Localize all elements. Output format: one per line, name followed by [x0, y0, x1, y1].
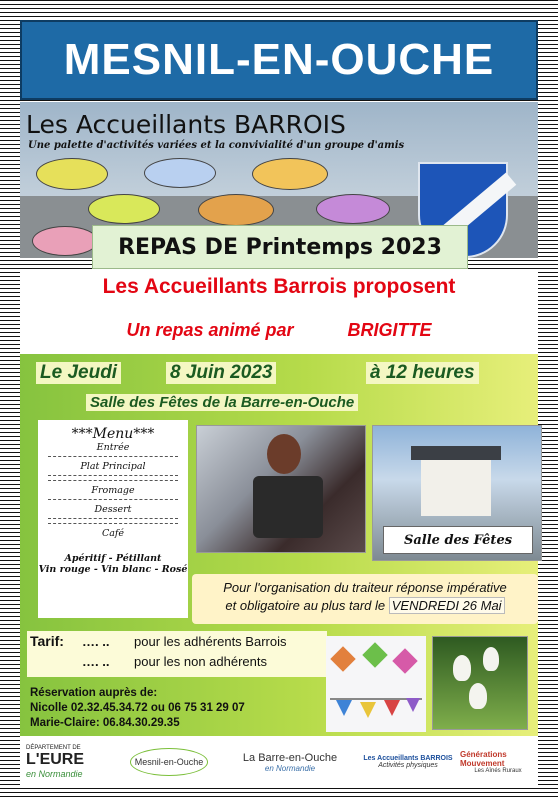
traiteur-line2: et obligatoire au plus tard le	[225, 598, 386, 613]
accueillants-logo	[360, 742, 456, 782]
menu-item: Fromage	[91, 485, 135, 496]
reservation-title: Réservation auprès de:	[30, 687, 158, 699]
traiteur-notice	[192, 574, 538, 624]
date-line	[36, 362, 526, 390]
mesnil-logo-name: Mesnil-en-Ouche	[130, 748, 209, 776]
knitting-illustration	[198, 194, 274, 226]
film-illustration	[32, 226, 98, 256]
animator-name: BRIGITTE	[347, 320, 432, 340]
traiteur-deadline: VENDREDI 26 Mai	[389, 597, 505, 614]
event-time: à 12 heures	[366, 362, 479, 384]
accueillants-logo-name: Les Accueillants BARROIS	[363, 755, 453, 762]
bunting-image	[326, 636, 426, 732]
event-name-box	[92, 225, 468, 269]
event-name: REPAS DE Printemps 2023	[118, 234, 442, 260]
traiteur-line1: Pour l'organisation du traiteur réponse impérative	[223, 580, 507, 595]
club-tagline: Une palette d'activités variées et la convivialité d'un groupe d'amis	[28, 140, 405, 151]
generations-mouvement-logo	[460, 742, 536, 782]
tarif-price-non-adherents: …. ..	[82, 654, 110, 669]
menu-item: Plat Principal	[80, 461, 146, 472]
accueillants-logo-sub: Activités physiques	[378, 762, 438, 769]
barre-logo-name: La Barre-en-Ouche	[242, 751, 338, 764]
partner-logos-bar	[20, 736, 538, 788]
menu-item: Café	[101, 528, 125, 539]
eure-logo-sub: en Normandie	[26, 769, 83, 779]
menu-wines: Vin rouge - Vin blanc - Rosé	[38, 564, 188, 575]
salle-caption: Salle des Fêtes	[383, 526, 533, 554]
reservation-contact-1: Nicolle 02.32.45.34.72 ou 06 75 31 29 07	[30, 702, 245, 714]
reservation-block	[30, 686, 245, 731]
cyclists-illustration	[36, 158, 108, 190]
tarif-desc-non-adherents: pour les non adhérents	[134, 654, 267, 669]
runner-illustration	[88, 194, 160, 224]
eure-logo-name: L'EURE	[26, 751, 85, 768]
eure-logo	[26, 742, 114, 782]
accordionist-photo	[196, 425, 366, 553]
page-title: MESNIL-EN-OUCHE	[63, 35, 495, 84]
event-day: Le Jeudi	[36, 362, 121, 384]
calla-lily-photo	[432, 636, 528, 730]
animation-prefix: Un repas animé par	[126, 320, 294, 340]
club-title: Les Accueillants BARROIS	[26, 110, 346, 139]
event-date: 8 Juin 2023	[166, 362, 276, 384]
propose-line: Les Accueillants Barrois proposent	[102, 275, 456, 298]
reservation-contact-2: Marie-Claire: 06.84.30.29.35	[30, 717, 180, 729]
barre-logo-sub: en Normandie	[264, 763, 316, 773]
salle-photo	[372, 425, 542, 561]
tarif-price-adherents: …. ..	[82, 634, 110, 649]
palette-illustration	[252, 158, 328, 190]
generations-logo-name: Générations Mouvement	[460, 750, 507, 768]
barre-logo	[226, 742, 354, 782]
menu-item: Dessert	[94, 504, 132, 515]
title-banner	[20, 20, 538, 100]
menu-card	[38, 420, 188, 618]
animation-line	[0, 320, 558, 341]
generations-logo-sub: Les Aînés Ruraux	[474, 768, 522, 774]
tarif-label: Tarif:	[30, 633, 64, 649]
dice-illustration	[316, 194, 390, 224]
computer-illustration	[144, 158, 216, 188]
mesnil-logo	[126, 742, 212, 782]
event-place: Salle des Fêtes de la Barre-en-Ouche	[86, 394, 358, 411]
tarif-desc-adherents: pour les adhérents Barrois	[134, 634, 287, 649]
menu-item: Entrée	[96, 442, 130, 453]
menu-drinks: Apéritif - Pétillant	[64, 553, 162, 564]
menu-title: ***Menu***	[71, 426, 155, 442]
eure-logo-top: DÉPARTEMENT DE	[26, 745, 81, 751]
